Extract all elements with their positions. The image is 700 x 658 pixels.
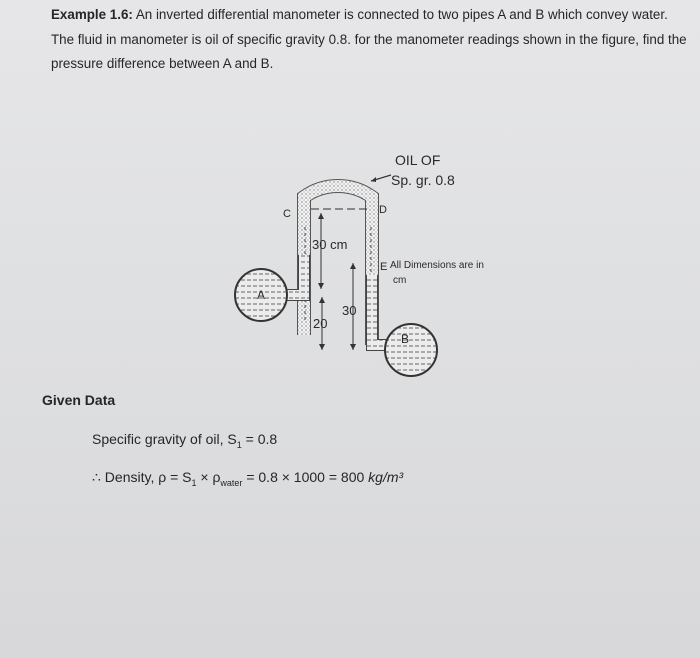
dimension-note-1: All Dimensions are in bbox=[390, 260, 484, 271]
dim-20: 20 bbox=[313, 316, 328, 331]
density-line: ∴ Density, $\rho = S_1 \times \rho_{water} = 0.8 \times 1000 = 800$ kg/m³ bbox=[92, 469, 404, 488]
given-data-heading: Given Data bbox=[42, 392, 116, 408]
specific-gravity-line: Specific gravity of oil, $S_1 = 0.8$ bbox=[92, 431, 278, 450]
example-heading: Example 1.6: bbox=[51, 7, 133, 22]
example-text: An inverted differential manometer is connected to two pipes A and B which convey water. The fluid in manometer is oil of specific gravity 0.8. for the manometer readings shown in the figure, find the pressure difference between A and B. bbox=[51, 7, 687, 71]
dimension-note-2: cm bbox=[393, 275, 407, 286]
label-a: A bbox=[256, 288, 266, 302]
dim-30cm: 30 cm bbox=[312, 237, 348, 252]
label-d: D bbox=[379, 204, 387, 216]
manometer-figure bbox=[225, 145, 525, 395]
oil-label-1: OIL OF bbox=[395, 152, 441, 168]
label-e: E bbox=[380, 261, 388, 273]
label-b: B bbox=[400, 332, 410, 346]
example-paragraph bbox=[51, 3, 687, 77]
oil-label-2: Sp. gr. 0.8 bbox=[391, 172, 455, 188]
label-c: C bbox=[283, 208, 291, 220]
dim-30: 30 bbox=[342, 303, 357, 318]
pipe-b bbox=[385, 324, 437, 376]
